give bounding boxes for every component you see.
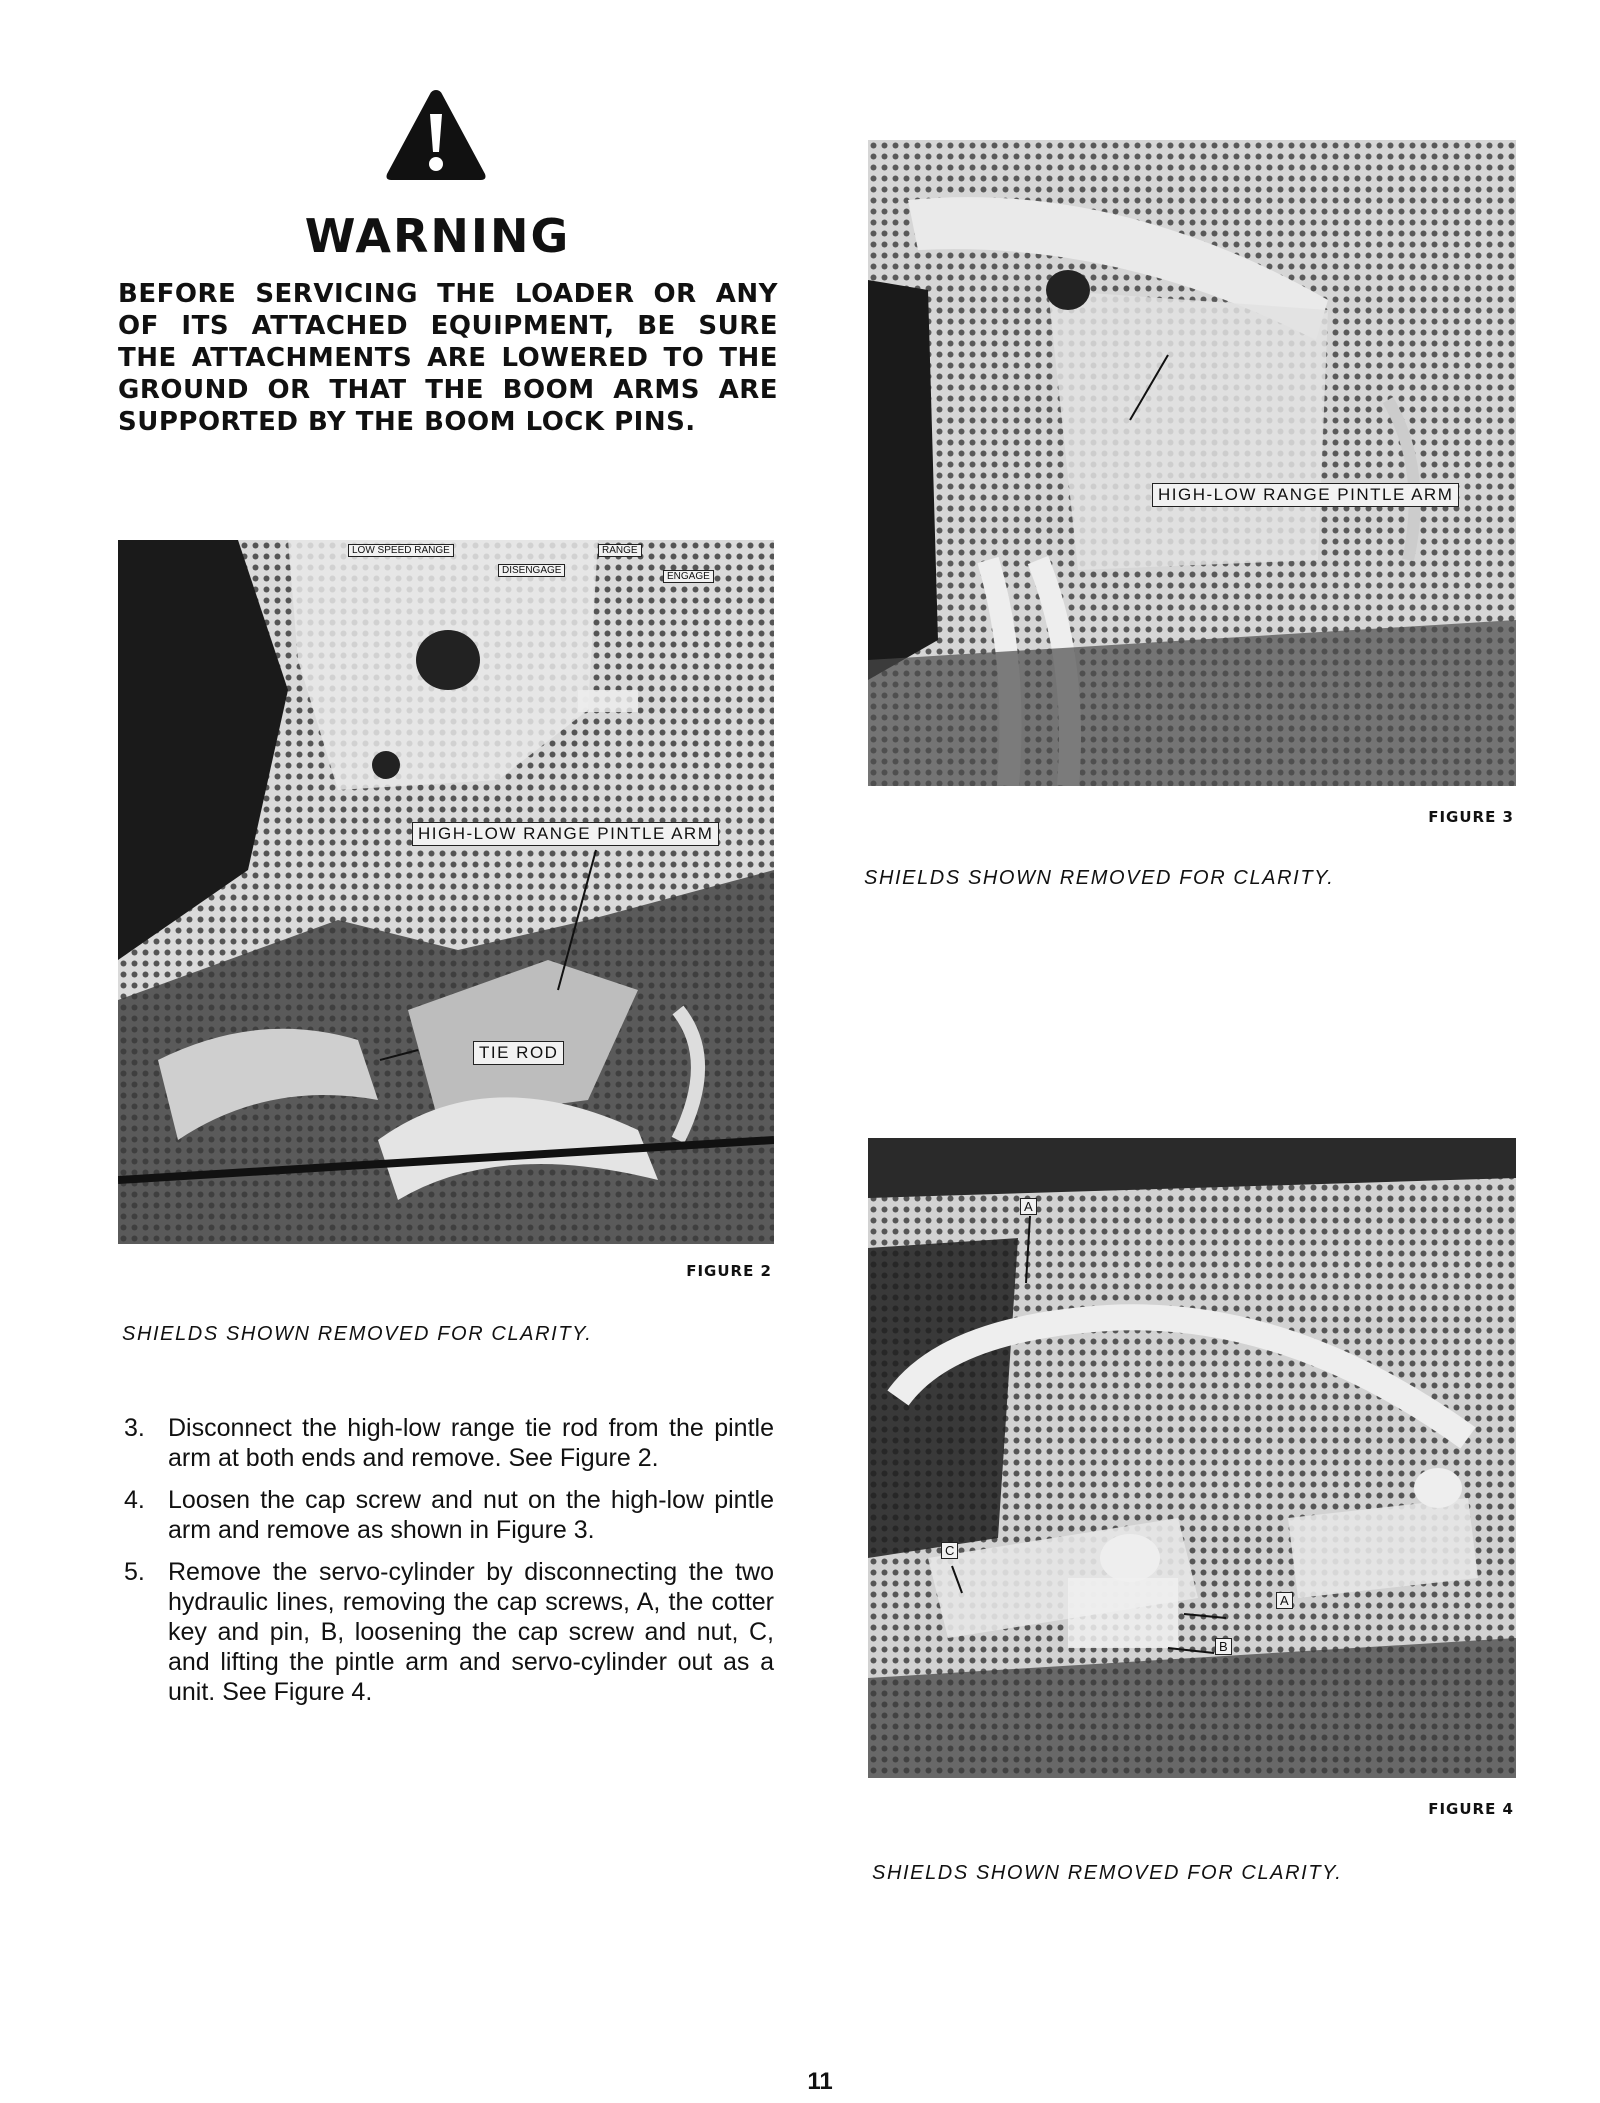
callout-a-top: A <box>1020 1198 1037 1215</box>
callout-a-bottom: A <box>1276 1592 1293 1609</box>
step-number: 3. <box>124 1414 145 1442</box>
step-text: Loosen the cap screw and nut on the high-low pintle arm and remove as shown in Figure 3. <box>168 1486 774 1544</box>
step-number: 5. <box>124 1558 145 1586</box>
tie-rod-callout: TIE ROD <box>473 1041 564 1065</box>
warning-triangle-icon <box>383 86 489 184</box>
figure-4-photo <box>868 1138 1516 1778</box>
figure-3-caption: SHIELDS SHOWN REMOVED FOR CLARITY. <box>864 867 1335 889</box>
decal-right-mid-label: DISENGAGE <box>498 564 565 577</box>
figure-2-caption: SHIELDS SHOWN REMOVED FOR CLARITY. <box>122 1323 593 1345</box>
page-number: 11 <box>807 2068 833 2095</box>
figure-2-label: FIGURE 2 <box>686 1262 772 1280</box>
step-text: Disconnect the high-low range tie rod from the pintle arm at both ends and remove. See Figure 2. <box>168 1414 774 1472</box>
figure-3-label: FIGURE 3 <box>1428 808 1514 826</box>
step-item <box>124 1413 774 1473</box>
figure-3-photo <box>868 140 1516 786</box>
figure-4-caption: SHIELDS SHOWN REMOVED FOR CLARITY. <box>872 1862 1343 1884</box>
warning-title: WARNING <box>304 209 571 263</box>
step-item <box>124 1557 774 1707</box>
warning-text: BEFORE SERVICING THE LOADER OR ANY OF ITS ATTACHED EQUIPMENT, BE SURE THE ATTACHMENTS ARE LOWERED TO THE GROUND OR THAT THE BOOM ARMS ARE SUPPORTED BY THE BOOM LOCK PINS. <box>118 279 778 437</box>
decal-right-bottom-label: ENGAGE <box>663 570 714 583</box>
decal-left-label: LOW SPEED RANGE <box>348 544 454 557</box>
callout-b: B <box>1215 1638 1232 1655</box>
figure-2-photo <box>118 540 774 1244</box>
step-number: 4. <box>124 1486 145 1514</box>
step-item <box>124 1485 774 1545</box>
step-text: Remove the servo-cylinder by disconnecting the two hydraulic lines, removing the cap screws, A, the cotter key and pin, B, loosening the cap screw and nut, C, and lifting the pintle arm and servo-cylinder out as a unit. See Figure 4. <box>168 1558 774 1706</box>
decal-right-top-label: RANGE <box>598 544 642 557</box>
figure-4-label: FIGURE 4 <box>1428 1800 1514 1818</box>
instruction-steps <box>124 1413 774 1719</box>
callout-c: C <box>941 1542 958 1559</box>
pintle-arm-callout: HIGH-LOW RANGE PINTLE ARM <box>412 822 719 846</box>
pintle-arm-callout: HIGH-LOW RANGE PINTLE ARM <box>1152 483 1459 507</box>
